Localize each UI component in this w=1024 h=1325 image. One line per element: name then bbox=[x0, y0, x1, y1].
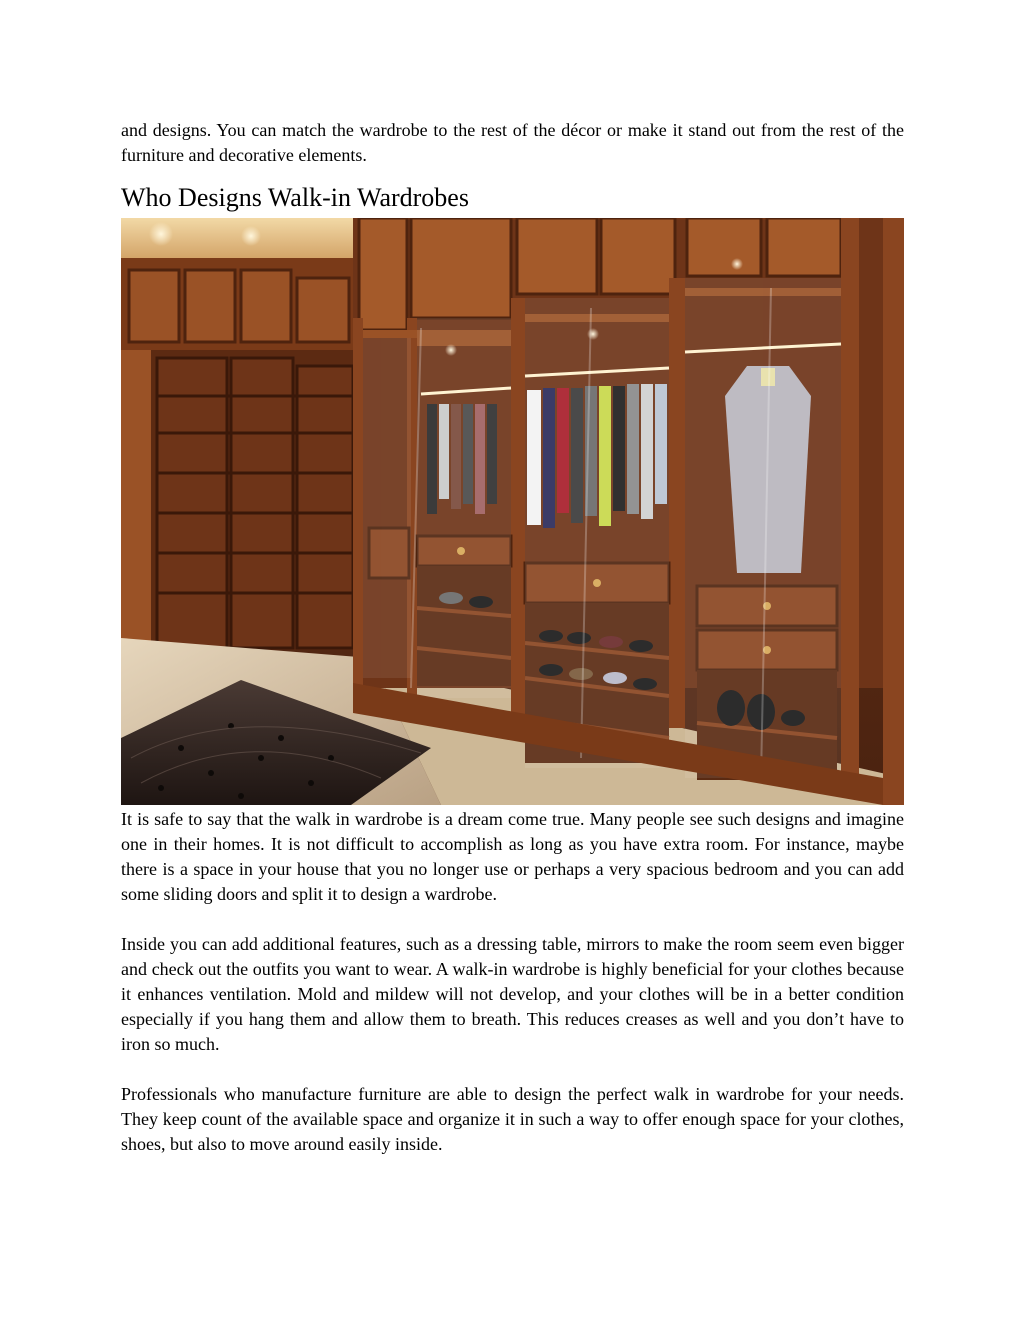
body-paragraph: Inside you can add additional features, such as a dressing table, mirrors to make the room seem even bigger and check out the outfits you want to wear. A walk-in wardrobe is highly beneficial for your clothes because it enhances ventilation. Mold and mildew will not develop, and your clothes will be in a better condition especially if you hang them and allow them to breath. This reduces creases as well and you don’t have to iron so much. bbox=[121, 934, 904, 1054]
body-paragraph: Professionals who manufacture furniture are able to design the perfect walk in wardrobe for your needs. They keep count of the available space and organize it in such a way to offer enough space for your clothes, shoes, but also to move around easily inside. bbox=[121, 1084, 904, 1154]
document-page bbox=[121, 118, 904, 1157]
section-heading: Who Designs Walk-in Wardrobes bbox=[121, 183, 469, 212]
body-paragraph: It is safe to say that the walk in wardrobe is a dream come true. Many people see such designs and imagine one in their homes. It is not difficult to accomplish as long as you have extra room. For instance, maybe there is a space in your house that you no longer use or perhaps a very spacious bedroom and you can add some sliding doors and split it to design a wardrobe. bbox=[121, 809, 904, 904]
walk-in-wardrobe-photo bbox=[121, 218, 904, 805]
intro-paragraph: and designs. You can match the wardrobe to the rest of the décor or make it stand out from the rest of the furniture and decorative elements. bbox=[121, 120, 904, 165]
